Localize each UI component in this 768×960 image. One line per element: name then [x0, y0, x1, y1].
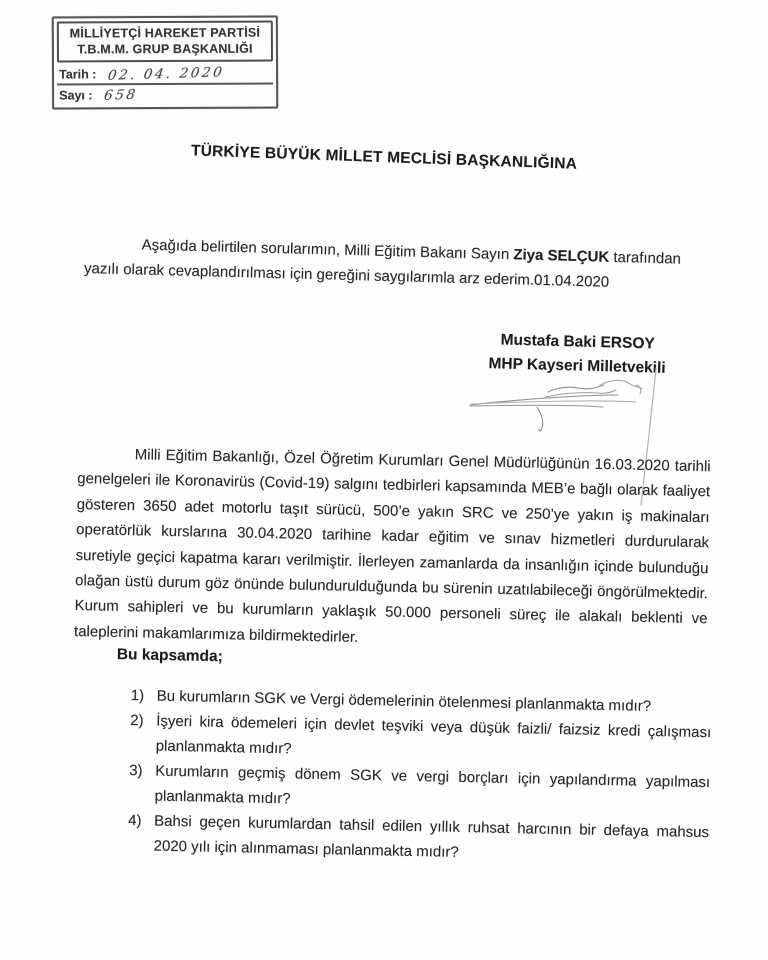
- signatory-name: Mustafa Baki ERSOY: [500, 331, 655, 353]
- questions-list: [127, 683, 712, 870]
- signatory-title: MHP Kayseri Milletvekili: [488, 355, 666, 377]
- party-stamp: [52, 16, 278, 110]
- stamp-date-row: [57, 64, 273, 86]
- minister-name: Ziya SELÇUK: [513, 246, 610, 266]
- stamp-number-row: [57, 85, 273, 105]
- question-text: Bahsi geçen kurumlardan tahsil edilen yıllık ruhsat harcının bir defaya mahsus 2020 yılı için alınmaması planlanmakta mıdır?: [153, 812, 710, 861]
- question-text: Bu kurumların SGK ve Vergi ödemelerinin ötelenmesi planlanmakta mıdır?: [156, 687, 652, 715]
- section-heading: Bu kapsamda;: [116, 646, 223, 666]
- stamp-date-value: 02. 04. 2020: [106, 63, 226, 84]
- question-number: 4): [127, 811, 142, 830]
- intro-paragraph: [84, 231, 697, 297]
- question-number: 1): [130, 686, 145, 705]
- question-number: 2): [130, 711, 144, 730]
- stamp-org-line1: MİLLİYETÇİ HAREKET PARTİSİ: [69, 25, 261, 41]
- stamp-org-box: [57, 21, 273, 63]
- stamp-number-label: Sayı :: [59, 87, 93, 102]
- stamp-org-line2: T.B.M.M. GRUP BAŞKANLIĞI: [77, 41, 253, 57]
- stamp-number-value: 658: [103, 86, 140, 104]
- stamp-date-label: Tarih :: [59, 66, 97, 81]
- question-text: Kurumların geçmiş dönem SGK ve vergi borçları için yapılandırma yapılması planlanmakta mıdır?: [154, 762, 711, 808]
- question-number: 3): [128, 761, 143, 780]
- question-text: İşyeri kira ödemeleri için devlet teşviki veya düşük faizli/ faizsiz kredi çalışması planlanmakta mıdır?: [155, 712, 712, 758]
- body-paragraph: Milli Eğitim Bakanlığı, Özel Öğretim Kurumları Genel Müdürlüğünün 16.03.2020 tarihli genelgeleri ile Koronavirüs (Covid-19) salgını tedbirleri kapsamında MEB’e bağlı olarak faaliyet gösteren 3650 adet motorlu taşıt sürücü, 500’e yakın SRC ve 250’ye yakın iş makinaları operatörlük kurslarına 30.04.2020 tarihine kadar eğitim ve sınav hizmetleri durdurularak suretiyle geçici kapatma kararı verilmiştir. İlerleyen zamanlarda da insanlığın içinde bulunduğu olağan üstü durum göz önünde bulundurulduğunda bu sürenin uzatılabileceği öngörülmektedir. Kurum sahipleri ve bu kurumların yaklaşık 50.000 personeli süreç ile alakalı beklenti ve taleplerini makamlarımıza bildirmektedirler.: [73, 446, 711, 646]
- intro-text-before: Aşağıda belirtilen sorularımın, Milli Eğitim Bakanı Sayın: [141, 236, 514, 264]
- document-title: TÜRKİYE BÜYÜK MİLLET MECLİSİ BAŞKANLIĞINA: [190, 142, 578, 173]
- intro-text-after: tarafından yazılı olarak cevaplandırılması için gereğini saygılarımla arz ederim.01.04.2020: [83, 248, 682, 291]
